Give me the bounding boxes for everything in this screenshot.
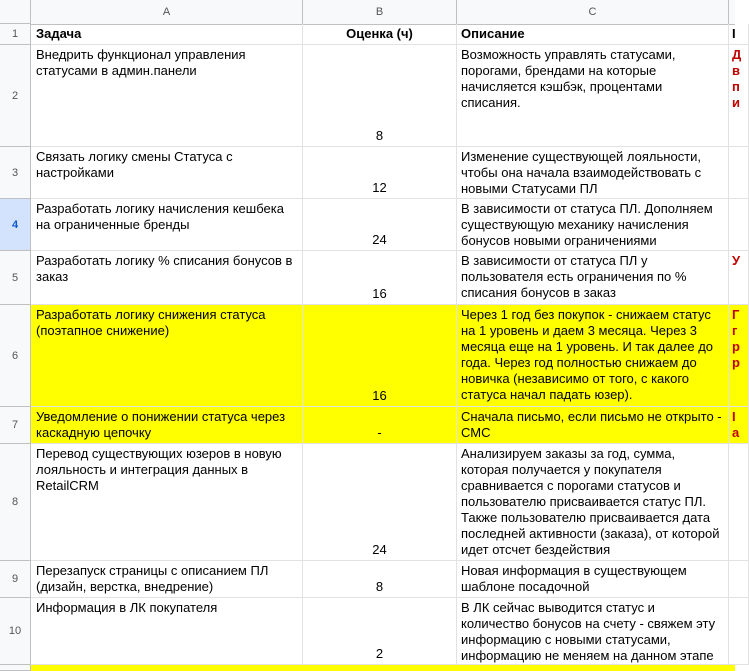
description-cell[interactable]: Изменение существующей лояльности, чтобы она начала взаимодействовать с новыми Статусами ПЛ	[457, 147, 729, 199]
row-header[interactable]: 2	[0, 45, 31, 147]
row-header[interactable]: 1	[0, 24, 31, 45]
task-cell[interactable]: Разработать логику начисления кешбека на ограниченные бренды	[31, 199, 303, 251]
extra-cell[interactable]	[729, 199, 749, 251]
row-header[interactable]: 3	[0, 147, 31, 199]
description-cell[interactable]: Анализируем заказы за год, сумма, которая получается у покупателя сравнивается с порогами статусов и пользователю присваивается статус ПЛ. Также пользователю присваивается дата последней активности (заказа), от которой идет отсчет бездействия	[457, 444, 729, 561]
task-cell[interactable]: Связать логику смены Статуса с настройками	[31, 147, 303, 199]
estimate-cell[interactable]: 12	[303, 147, 457, 199]
estimate-cell[interactable]: 8	[303, 45, 457, 147]
description-cell[interactable]: В зависимости от статуса ПЛ. Дополняем существующую механику начисления бонусов новыми ограничениями	[457, 199, 729, 251]
extra-cell[interactable]: Д в п и	[729, 45, 749, 147]
estimate-cell[interactable]: 2	[303, 598, 457, 665]
task-cell[interactable]: Внедрить функционал управления статусами в админ.панели	[31, 45, 303, 147]
select-all-corner[interactable]	[0, 0, 31, 24]
estimate-cell[interactable]: 24	[303, 444, 457, 561]
estimate-cell[interactable]: 24	[303, 199, 457, 251]
task-cell[interactable]: Разработать логику снижения статуса (поэтапное снижение)	[31, 305, 303, 407]
extra-cell[interactable]: У	[729, 251, 749, 305]
row-header[interactable]: 5	[0, 251, 31, 305]
task-cell[interactable]: Перезапуск страницы с описанием ПЛ (дизайн, верстка, внедрение)	[31, 561, 303, 598]
estimate-cell[interactable]: 16	[303, 305, 457, 407]
description-cell[interactable]: Новая информация в существующем шаблоне посадочной	[457, 561, 729, 598]
description-cell[interactable]: В ЛК сейчас выводится статус и количество бонусов на счету - свяжем эту информацию с новыми статусами, информацию не меняем на данном этапе	[457, 598, 729, 665]
row-header-partial[interactable]	[0, 665, 31, 671]
row-header[interactable]: 9	[0, 561, 31, 598]
row-header[interactable]: 6	[0, 305, 31, 407]
description-cell[interactable]: Возможность управлять статусами, порогами, брендами на которые начисляется кэшбэк, процентами списания.	[457, 45, 729, 147]
extra-cell[interactable]: I а	[729, 407, 749, 444]
header-description[interactable]: Описание	[457, 24, 729, 45]
row-header[interactable]: 10	[0, 598, 31, 665]
extra-cell[interactable]	[729, 598, 749, 665]
header-task[interactable]: Задача	[31, 24, 303, 45]
row-header[interactable]: 7	[0, 407, 31, 444]
column-header-bar	[0, 0, 735, 25]
extra-cell[interactable]: Г г р р	[729, 305, 749, 407]
description-cell[interactable]: В зависимости от статуса ПЛ у пользователя есть ограничения по % списания бонусов в заказ	[457, 251, 729, 305]
estimate-cell[interactable]: -	[303, 407, 457, 444]
task-cell[interactable]: Уведомление о понижении статуса через каскадную цепочку	[31, 407, 303, 444]
extra-cell[interactable]	[729, 561, 749, 598]
task-cell[interactable]: Разработать логику % списания бонусов в заказ	[31, 251, 303, 305]
task-cell[interactable]: Перевод существующих юзеров в новую лояльность и интеграция данных в RetailCRM	[31, 444, 303, 561]
estimate-cell[interactable]: 8	[303, 561, 457, 598]
description-cell[interactable]: Сначала письмо, если письмо не открыто - СМС	[457, 407, 729, 444]
next-row-partial[interactable]	[31, 665, 735, 671]
column-header-b[interactable]: B	[303, 0, 457, 24]
row-header[interactable]: 8	[0, 444, 31, 561]
column-header-c[interactable]: C	[457, 0, 729, 24]
column-header-a[interactable]: A	[31, 0, 303, 24]
extra-cell[interactable]	[729, 147, 749, 199]
task-cell[interactable]: Информация в ЛК покупателя	[31, 598, 303, 665]
column-header-d[interactable]	[729, 0, 735, 24]
row-header[interactable]: 4	[0, 199, 31, 251]
header-extra[interactable]: I	[729, 24, 749, 45]
extra-cell[interactable]	[729, 444, 749, 561]
estimate-cell[interactable]: 16	[303, 251, 457, 305]
description-cell[interactable]: Через 1 год без покупок - снижаем статус на 1 уровень и даем 3 месяца. Через 3 месяца еще на 1 уровень. И так далее до года. Через год полностью снижаем до новичка (независимо от того, с какого статуса начал падать юзер).	[457, 305, 729, 407]
header-estimate[interactable]: Оценка (ч)	[303, 24, 457, 45]
